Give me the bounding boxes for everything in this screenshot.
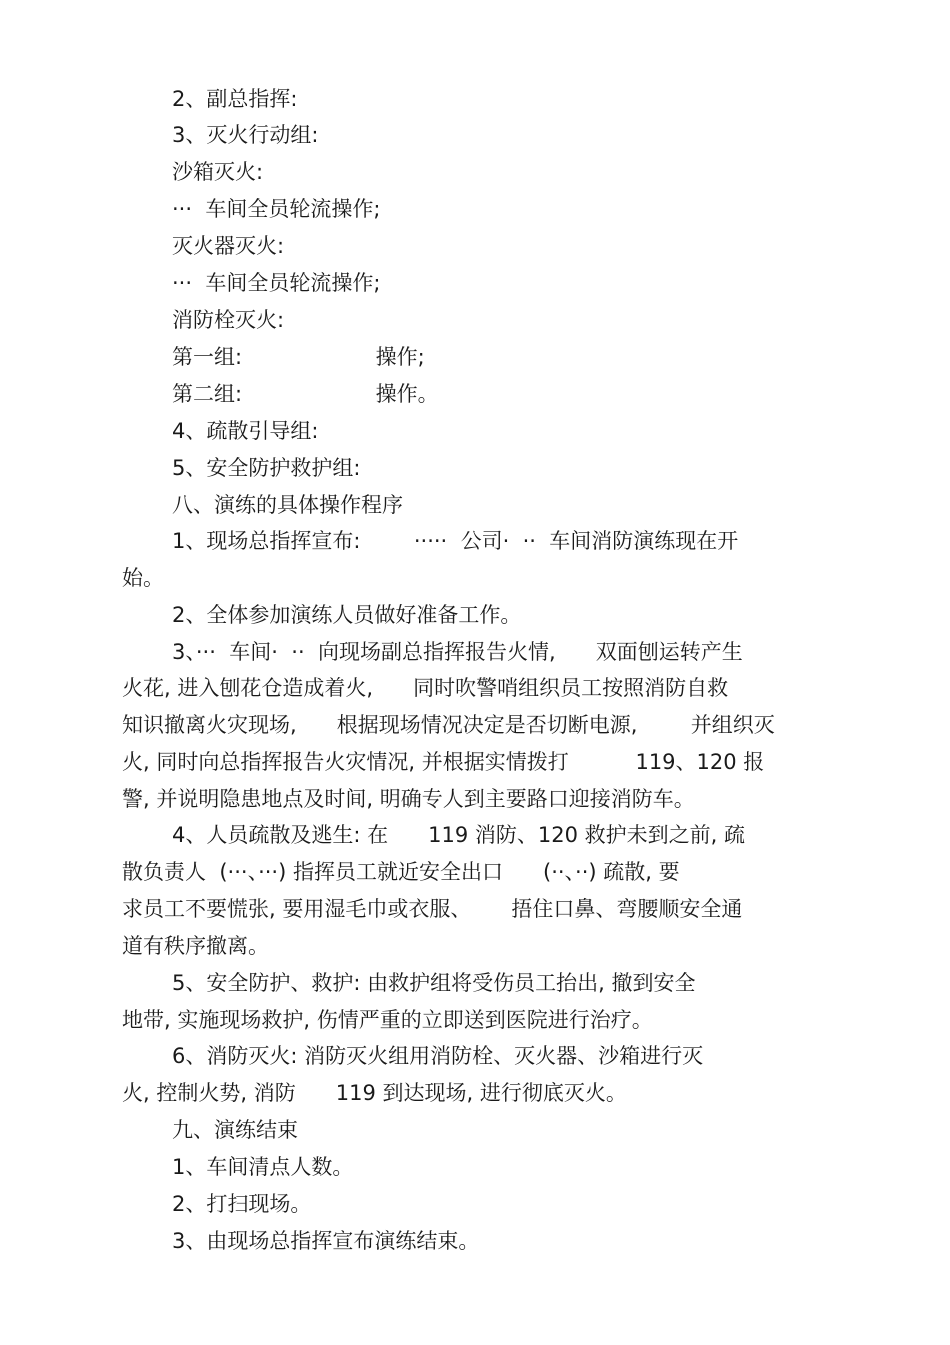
text-line: 5、安全防护救护组: [172,456,361,480]
text-line: 散负责人 (···、···) 指挥员工就近安全出口 (··、··) 疏散, 要 [122,860,680,884]
text-line: 警, 并说明隐患地点及时间, 明确专人到主要路口迎接消防车。 [122,787,695,811]
text-line: 3、灭火行动组: [172,123,319,147]
text-line: 1、现场总指挥宣布: ····· 公司· ·· 车间消防演练现在开 [172,529,739,553]
text-line: 第二组: 操作。 [172,382,439,406]
text-line: 第一组: 操作; [172,345,425,369]
text-line: ··· 车间全员轮流操作; [172,271,381,295]
text-line: 5、安全防护、救护: 由救护组将受伤员工抬出, 撤到安全 [172,971,696,995]
text-line: 始。 [122,566,164,590]
text-line: 火, 控制火势, 消防 119 到达现场, 进行彻底灭火。 [122,1081,627,1105]
text-line: 火花, 进入刨花仓造成着火, 同时吹警哨组织员工按照消防自救 [122,676,729,700]
text-line: 3、由现场总指挥宣布演练结束。 [172,1229,480,1253]
text-line: 3、··· 车间· ·· 向现场副总指挥报告火情, 双面刨运转产生 [172,640,743,664]
text-line: 1、车间清点人数。 [172,1155,354,1179]
section-heading: 九、演练结束 [172,1118,298,1142]
text-line: 2、打扫现场。 [172,1192,312,1216]
text-line: 知识撤离火灾现场, 根据现场情况决定是否切断电源, 并组织灭 [122,713,775,737]
text-line: 6、消防灭火: 消防灭火组用消防栓、灭火器、沙箱进行灭 [172,1044,704,1068]
text-line: 灭火器灭火: [172,234,285,258]
text-line: 4、疏散引导组: [172,419,319,443]
text-line: 地带, 实施现场救护, 伤情严重的立即送到医院进行治疗。 [122,1008,653,1032]
text-line: 消防栓灭火: [172,308,285,332]
text-line: 2、副总指挥: [172,87,298,111]
text-line: 道有秩序撤离。 [122,934,269,958]
section-heading: 八、演练的具体操作程序 [172,493,403,517]
text-line: 2、全体参加演练人员做好准备工作。 [172,603,522,627]
text-line: ··· 车间全员轮流操作; [172,197,381,221]
text-line: 求员工不要慌张, 要用湿毛巾或衣服、 捂住口鼻、弯腰顺安全通 [122,897,743,921]
text-line: 沙箱灭火: [172,160,264,184]
text-line: 4、人员疏散及逃生: 在 119 消防、120 救护未到之前, 疏 [172,823,746,847]
text-line: 火, 同时向总指挥报告火灾情况, 并根据实情拨打 119、120 报 [122,750,765,774]
